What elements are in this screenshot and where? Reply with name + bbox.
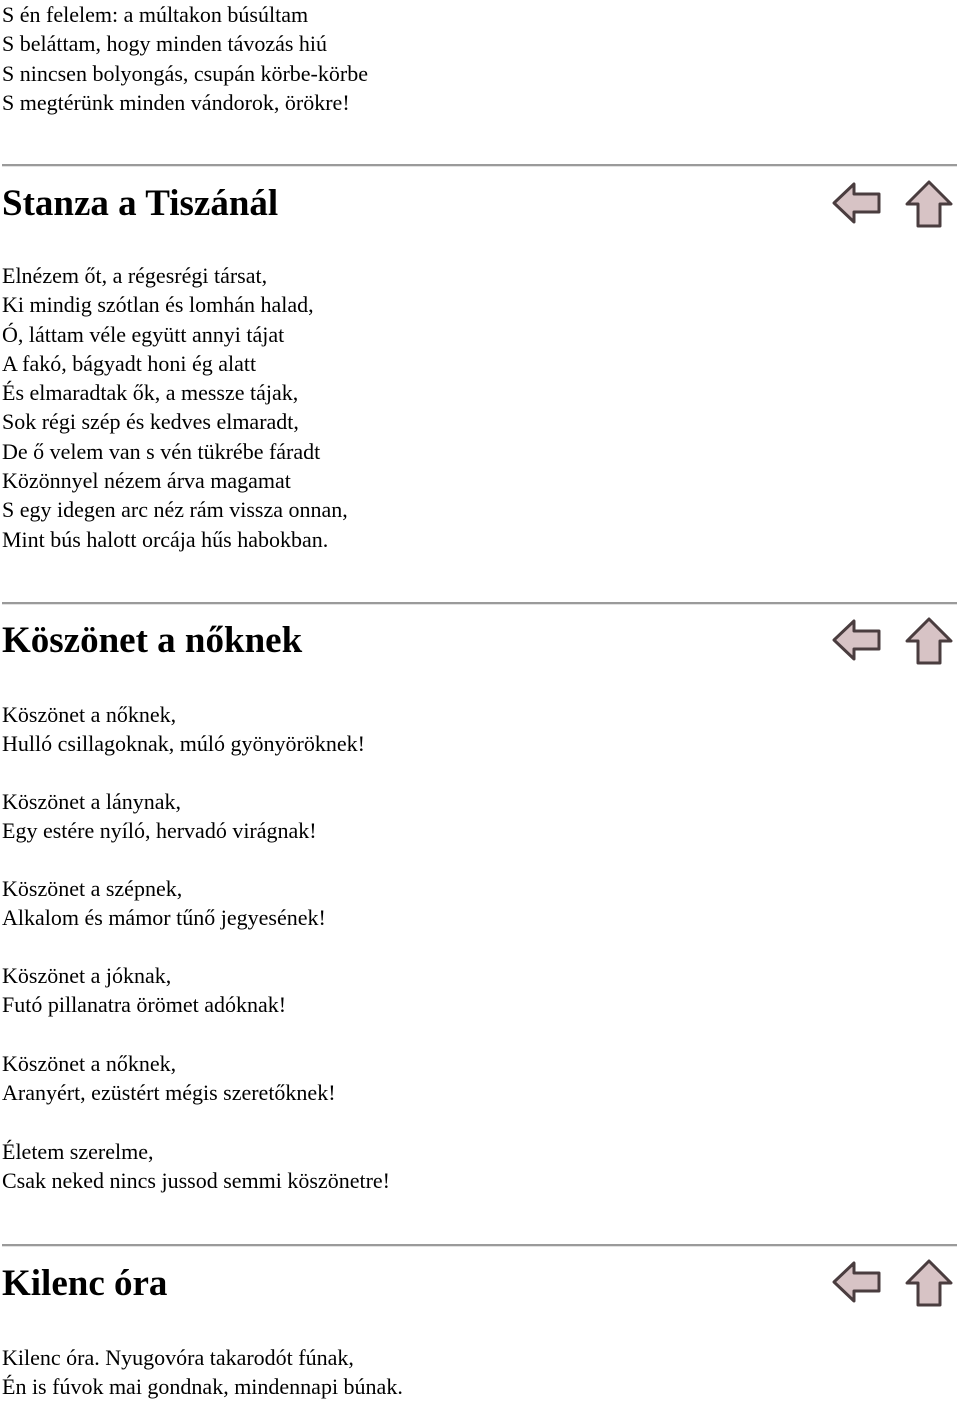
section-divider bbox=[2, 1244, 957, 1247]
left-arrow-icon[interactable] bbox=[832, 180, 882, 226]
poem-line: Életem szerelme, bbox=[2, 1139, 154, 1164]
poem-line: Csak neked nincs jussod semmi köszönetre! bbox=[2, 1168, 390, 1194]
poem-stanza bbox=[2, 961, 286, 1020]
poem-line: Mint bús halott orcája hűs habokban. bbox=[2, 526, 329, 552]
poem-stanza bbox=[2, 1137, 390, 1196]
poem-line: Hulló csillagoknak, múló gyönyöröknek! bbox=[2, 731, 365, 757]
poem-stanza bbox=[2, 700, 365, 759]
poem-navigation bbox=[832, 617, 956, 667]
up-arrow-icon[interactable] bbox=[904, 1259, 954, 1307]
left-arrow-icon[interactable] bbox=[832, 617, 882, 663]
poem-stanza bbox=[2, 787, 317, 846]
poem-line: S megtérünk minden vándorok, örökre! bbox=[2, 89, 350, 115]
poem-line: Aranyért, ezüstért mégis szeretőknek! bbox=[2, 1080, 336, 1106]
poem-line: De ő velem van s vén tükrébe fáradt bbox=[2, 438, 321, 464]
poem-line: Sok régi szép és kedves elmaradt, bbox=[2, 409, 299, 435]
poem-line: Futó pillanatra örömet adóknak! bbox=[2, 992, 287, 1018]
poem-line: Köszönet a jóknak, bbox=[2, 963, 172, 988]
poem-line: S egy idegen arc néz rám vissza onnan, bbox=[2, 497, 348, 523]
poem-line: Egy estére nyíló, hervadó virágnak! bbox=[2, 818, 317, 844]
up-arrow-icon[interactable] bbox=[904, 180, 954, 228]
poem-title: Köszönet a nőknek bbox=[2, 620, 303, 661]
poem-line: Köszönet a nőknek, bbox=[2, 702, 177, 727]
poem-line: Ó, láttam véle együtt annyi tájat bbox=[2, 321, 285, 347]
poem-line: Alkalom és mámor tűnő jegyesének! bbox=[2, 905, 326, 931]
poem-line: Elnézem őt, a régesrégi társat, bbox=[2, 263, 268, 288]
poem-line: Köszönet a szépnek, bbox=[2, 876, 183, 901]
poem-line: Ki mindig szótlan és lomhán halad, bbox=[2, 292, 314, 318]
poem-line: Én is fúvok mai gondnak, mindennapi búnak. bbox=[2, 1374, 403, 1400]
section-divider bbox=[2, 164, 957, 167]
poem-line: S én felelem: a múltakon búsúltam bbox=[2, 2, 309, 27]
section-divider bbox=[2, 602, 957, 605]
left-arrow-icon[interactable] bbox=[832, 1259, 882, 1305]
poem-body bbox=[2, 261, 348, 554]
poem-line: Kilenc óra. Nyugovóra takarodót fúnak, bbox=[2, 1345, 354, 1370]
poem-title: Stanza a Tiszánál bbox=[2, 183, 279, 224]
poem-line: A fakó, bágyadt honi ég alatt bbox=[2, 350, 257, 376]
poem-line: Köszönet a lánynak, bbox=[2, 789, 181, 814]
poem-stanza bbox=[2, 874, 326, 933]
poem-navigation bbox=[832, 1259, 956, 1309]
poem-navigation bbox=[832, 180, 956, 230]
intro-stanza bbox=[2, 0, 368, 117]
poem-line: S nincsen bolyongás, csupán körbe-körbe bbox=[2, 60, 368, 86]
poem-stanza bbox=[2, 1049, 336, 1108]
poem-line: Közönnyel nézem árva magamat bbox=[2, 468, 291, 494]
poem-line: S beláttam, hogy minden távozás hiú bbox=[2, 31, 328, 57]
up-arrow-icon[interactable] bbox=[904, 617, 954, 665]
poem-line: És elmaradtak ők, a messze tájak, bbox=[2, 380, 299, 406]
poem-line: Köszönet a nőknek, bbox=[2, 1051, 177, 1076]
poem-body bbox=[2, 1343, 403, 1402]
poem-title: Kilenc óra bbox=[2, 1263, 168, 1304]
